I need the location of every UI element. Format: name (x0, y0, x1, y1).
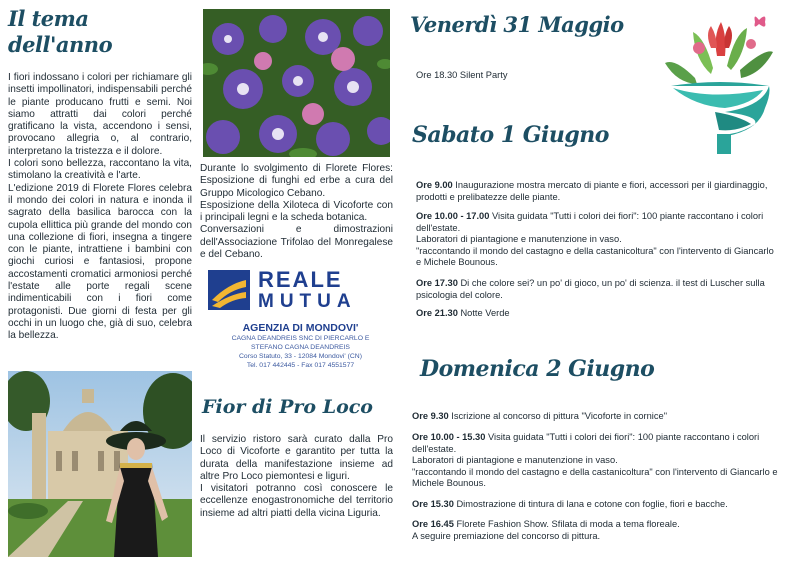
saturday-title: Sabato 1 Giugno (412, 122, 609, 148)
sponsor-address: Corso Statuto, 33 - 12084 Mondovi' (CN) (239, 353, 362, 360)
proloco-text (200, 434, 393, 520)
proloco-paragraph-2: I visitatori potranno così conoscere le eccellenze enogastronomiche del territorio insieme ad altri piatti della vicina Liguria. (200, 483, 393, 519)
sunday-event-2 (412, 432, 778, 490)
theme-paragraph-1: I fiori indossano i colori per richiamare gli insetti impollinatori, indispensabili perché le piante producano frutti e semi. Noi siamo attratti dai colori perché gratificano la vista, accendono i sensi, provocano allegria o, al contrario, interpretano la tristezza e il dolore. (8, 72, 192, 157)
columbine-flowers-photo (203, 9, 390, 157)
saturday-event-3-text: Di che colore sei? un po' di gioco, un po' di scienza. il test di Luscher sulla psicologia del colore. (416, 278, 765, 300)
sunday-title: Domenica 2 Giugno (420, 356, 655, 382)
saturday-event-3-time: Ore 17.30 (416, 278, 458, 288)
sponsor-sub2: STEFANO CAGNA DEANDREIS (251, 344, 350, 351)
saturday-event-1-time: Ore 9.00 (416, 180, 453, 190)
theme-title: Il tema dell'anno (8, 6, 113, 57)
sunday-event-2-time: Ore 10.00 - 15.30 (412, 432, 486, 442)
theme-paragraph-3: L'edizione 2019 di Florete Flores celebra il mondo dei colori in natura e inonda il sagrato della basilica barocca con la cupola ellittica più grande del mondo con una collezione di fiori, insegna a tingere con le piante, intrattiene i bambini con giochi curiosi e fantasiosi, propone accostamenti cromatici armoniosi perché l'estate alle porte regali scene indimenticabili con i fiori come protagonisti. Due giorni di festa per gli occhi in un luogo che, già di suo, celebra la bellezza. (8, 182, 192, 342)
sunday-event-1-text: Iscrizione al concorso di pittura "Vicoforte in cornice" (448, 411, 667, 421)
sunday-event-1-time: Ore 9.30 (412, 411, 449, 421)
sunday-event-4-text: Florete Fashion Show. Sfilata di moda a tema floreale. (453, 519, 680, 529)
saturday-event-4-time: Ore 21.30 (416, 308, 458, 318)
saturday-event-2-text: Visita guidata "Tutti i colori dei fiori": 100 piante raccontano i colori dell'estate. (416, 211, 764, 233)
sunday-event-2-workshop: Laboratori di piantagione e manutenzione in vaso. (412, 455, 618, 466)
saturday-event-4 (416, 308, 774, 320)
saturday-event-4-text: Notte Verde (457, 308, 510, 318)
sponsor-name-line2: MUTUA (258, 291, 357, 312)
proloco-title: Fior di Pro Loco (202, 396, 373, 418)
sunday-event-3-text: Dimostrazione di tintura di lana e cotone con foglie, fiori e bacche. (453, 499, 728, 509)
sponsor-phone: Tel. 017 442445 - Fax 017 4551577 (246, 362, 355, 369)
side-paragraph-1: Durante lo svolgimento di Florete Flores: Esposizione di funghi ed erbe a cura del Gruppo Micologico Cebano. (200, 163, 393, 199)
sunday-event-3-time: Ore 15.30 (412, 499, 454, 509)
proloco-paragraph-1: Il servizio ristoro sarà curato dalla Pro Loco di Vicoforte e garantito per tutta la durata della manifestazione insieme ad altre Pro Loco piemontesi e liguri. (200, 434, 393, 482)
theme-paragraph-2: I colori sono bellezza, raccontano la vita, stimolano la creatività e l'arte. (8, 158, 192, 182)
basilica-fashion-photo (8, 371, 192, 557)
friday-title: Venerdì 31 Maggio (410, 12, 624, 37)
sunday-event-2-text: Visita guidata "Tutti i colori dei fiori": 100 piante raccontano i colori dell'estate. (412, 432, 760, 454)
saturday-event-1 (416, 180, 774, 203)
theme-column (8, 6, 192, 361)
reale-mutua-logo-icon (208, 270, 250, 310)
saturday-event-2-workshop: Laboratori di piantagione e manutenzione in vaso. (416, 234, 622, 245)
saturday-event-2-talk: "raccontando il mondo del castagno e della castanicoltura" con l'intervento di Giancarlo e Michele Bounous. (416, 245, 774, 268)
side-paragraph-3: Conversazioni e dimostrazioni dell'Associazione Trifolao del Monregalese e del Cebano. (200, 224, 393, 261)
sponsor-name-line1: REALE (258, 267, 343, 292)
sunday-event-4-time: Ore 16.45 (412, 519, 454, 529)
flowers-photo-illustration (203, 9, 390, 157)
saturday-event-2-time: Ore 10.00 - 17.00 (416, 211, 490, 221)
saturday-event-1-text: Inaugurazione mostra mercato di piante e fiori, accessori per il giardinaggio, prodotti e prelibatezze delle piante. (416, 180, 768, 202)
saturday-event-3 (416, 278, 774, 301)
sunday-event-4 (412, 519, 778, 542)
side-paragraph-2: Esposizione della Xiloteca di Vicoforte con i principali legni e la scheda botanica. (200, 199, 393, 224)
sunday-event-1 (412, 411, 778, 423)
sunday-event-4-award: A seguire premiazione del concorso di pittura. (412, 530, 601, 541)
sponsor-reale-mutua (208, 268, 393, 388)
friday-event: Ore 18.30 Silent Party (416, 70, 508, 80)
sunday-event-3 (412, 499, 778, 511)
sponsor-agency: AGENZIA DI MONDOVI' (242, 322, 359, 334)
side-events-text (200, 163, 393, 261)
florete-flowers-logo-icon (655, 8, 785, 158)
sunday-event-2-talk: "raccontando il mondo del castagno e della castanicoltura" con l'intervento di Giancarlo e Michele Bounous. (412, 466, 778, 489)
saturday-event-2 (416, 211, 774, 269)
basilica-photo-illustration (8, 371, 192, 557)
sponsor-sub1: CAGNA DEANDREIS SNC DI PIERCARLO E (231, 335, 370, 342)
